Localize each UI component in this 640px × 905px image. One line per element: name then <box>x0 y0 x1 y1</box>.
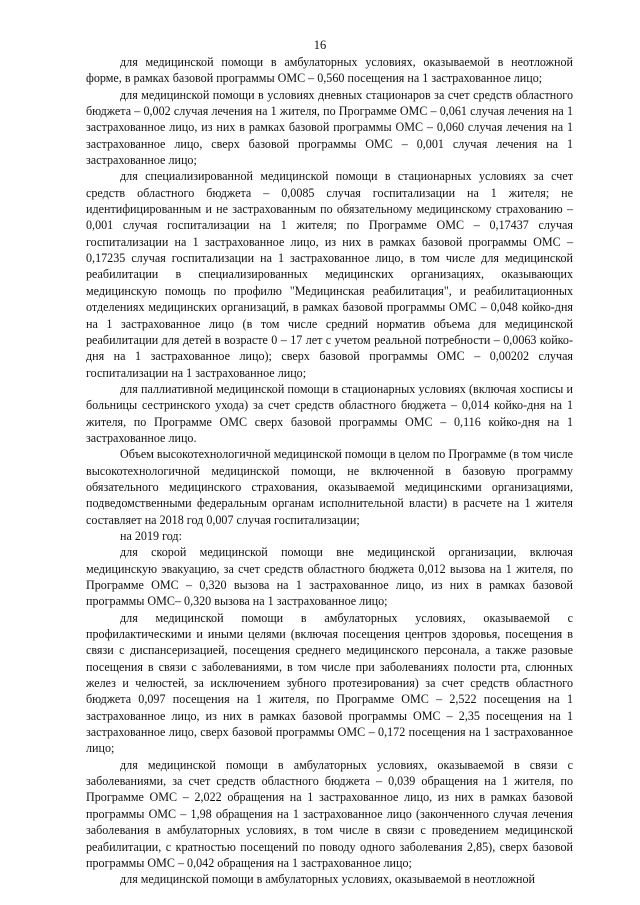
paragraph: для медицинской помощи в амбулаторных условиях, оказываемой в неотложной <box>120 872 535 887</box>
paragraph: Объем высокотехнологичной медицинской помощи в целом по Программе (в том числе высокотехнологичной медицинской помощи, не включенной в базовую программу обязательного медицинского страхования, оказываемой медицинскими организациями, подведомственными федеральным органам исполнительной власти) в расчете на 1 жителя составляет на 2018 год 0,007 случая госпитализации; <box>86 447 573 527</box>
paragraph: для медицинской помощи в условиях дневных стационаров за счет средств областного бюджета – 0,002 случая лечения на 1 жителя, по Программе ОМС – 0,061 случая лечения на 1 застрахованное лицо, из них в рамках базовой программы ОМС – 0,060 случая лечения на 1 застрахованное лицо, сверх базовой программы ОМС – 0,001 случая лечения на 1 застрахованное лицо; <box>86 87 573 168</box>
paragraph: для медицинской помощи в амбулаторных условиях, оказываемой в неотложной форме, в рамках базовой программы ОМС – 0,560 посещения на 1 застрахованное лицо; <box>86 55 573 86</box>
paragraph: для медицинской помощи в амбулаторных условиях, оказываемой в связи с заболеваниями, за счет средств областного бюджета – 0,039 обращения на 1 жителя, по Программе ОМС – 2,022 обращения на 1 застрахованное лицо, из них в рамках базовой программы ОМС – 1,98 обращения на 1 застрахованное лицо (законченного случая лечения заболевания в амбулаторных условиях, в том числе в связи с проведением медицинской реабилитации, с кратностью посещений по поводу одного заболевания 2,85), сверх базовой программы ОМС – 0,042 обращения на 1 застрахованное лицо; <box>86 757 573 870</box>
paragraph: для специализированной медицинской помощи в стационарных условиях за счет средств областного бюджета – 0,0085 случая госпитализации на 1 жителя; не идентифицированным и не застрахованным по обязательному медицинскому страхованию – 0,001 случая госпитализации на 1 жителя; по Программе ОМС – 0,17437 случая госпитализации на 1 застрахованное лицо, из них в рамках базовой программы ОМС – 0,17235 случая госпитализации на 1 застрахованное лицо, в том числе для медицинской реабилитации в специализированных медицинских организациях, оказывающих медицинскую помощь по профилю "Медицинская реабилитация", и реабилитационных отделениях медицинских организаций, в рамках базовой программы ОМС – 0,048 койко-дня на 1 застрахованное лицо (в том числе средний норматив объема для медицинской реабилитации для детей в возрасте 0 – 17 лет с учетом реальной потребности – 0,0063 койко-дня на 1 застрахованное лицо); сверх базовой программы ОМС – 0,00202 случая госпитализации на 1 застрахованное лицо; <box>86 169 573 380</box>
paragraph: для скорой медицинской помощи вне медицинской организации, включая медицинскую эвакуацию, за счет средств областного бюджета 0,012 вызова на 1 жителя, по Программе ОМС – 0,320 вызова на 1 застрахованное лицо, из них в рамках базовой программы ОМС– 0,320 вызова на 1 застрахованное лицо; <box>86 545 573 609</box>
document-body <box>86 54 573 888</box>
paragraph: для медицинской помощи в амбулаторных условиях, оказываемой с профилактическими и иными целями (включая посещения центров здоровья, посещения в связи с диспансеризацией, посещения среднего медицинского персонала, а также разовые посещения в связи с заболеваниями, в том числе при заболеваниях полости рта, слюнных желез и челюстей, за исключением зубного протезирования) за счет средств областного бюджета 0,097 посещения на 1 жителя, по Программе ОМС – 2,522 посещения на 1 застрахованное лицо, из них в рамках базовой программы ОМС – 2,35 посещения на 1 застрахованное лицо, сверх базовой программы ОМС – 0,172 посещения на 1 застрахованное лицо; <box>86 610 573 756</box>
page-number: 16 <box>313 38 327 52</box>
paragraph: для паллиативной медицинской помощи в стационарных условиях (включая хосписы и больницы сестринского ухода) за счет средств областного бюджета – 0,014 койко-дня на 1 жителя, по Программе ОМС сверх базовой программы ОМС – 0,116 койко-дня на 1 застрахованное лицо. <box>86 381 573 445</box>
paragraph: на 2019 год: <box>120 528 182 543</box>
